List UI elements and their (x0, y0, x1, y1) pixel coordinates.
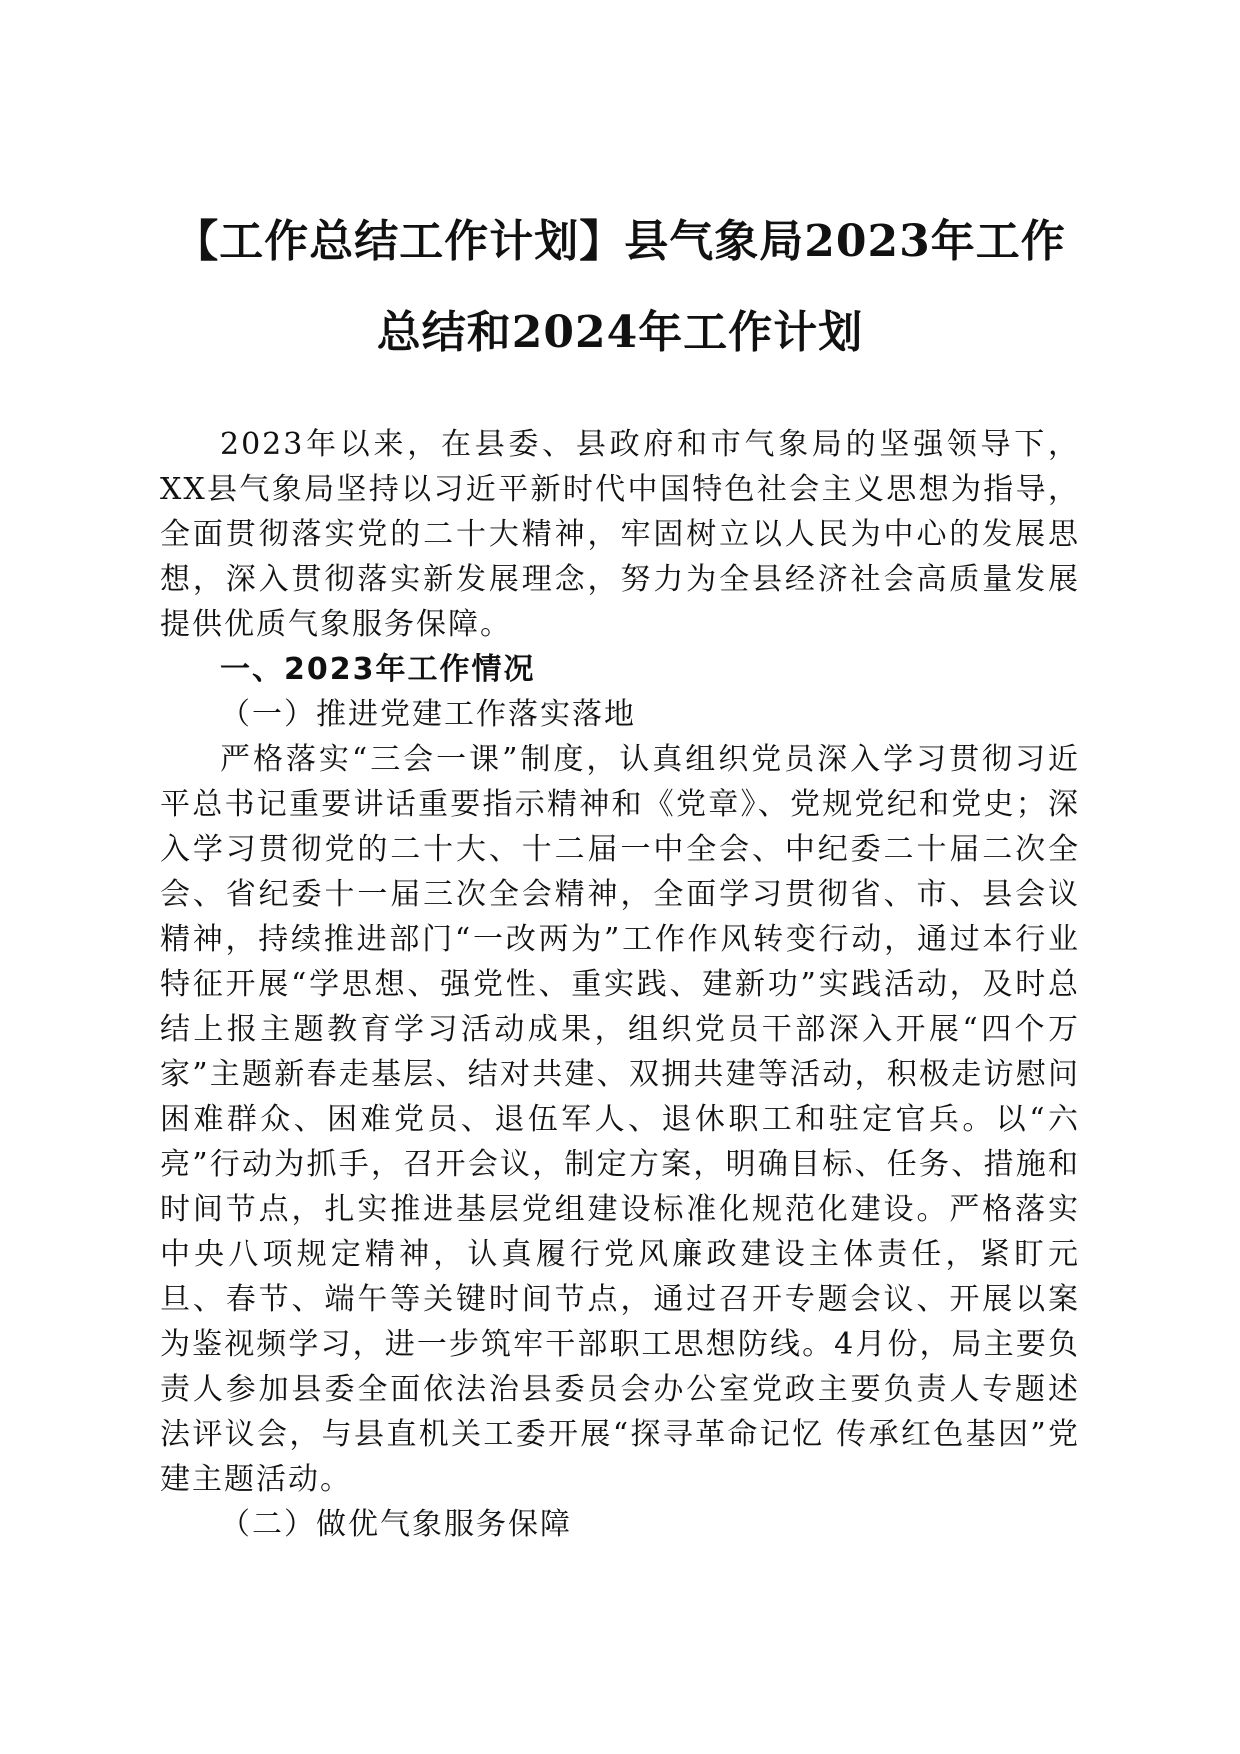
section-heading-work-status: 一、2023年工作情况 (220, 652, 536, 687)
subsection-heading-party-building: （一）推进党建工作落实落地 (220, 697, 636, 732)
document-title-line-2: 总结和2024年工作计划 (376, 307, 864, 358)
subsection-heading-weather-service: （二）做优气象服务保障 (220, 1507, 572, 1542)
document-title-line-1: 【工作总结工作计划】县气象局2023年工作 (174, 216, 1066, 267)
document-body (160, 422, 1080, 1547)
intro-paragraph: 2023年以来，在县委、县政府和市气象局的坚强领导下，XX县气象局坚持以习近平新时代中国特色社会主义思想为指导，全面贯彻落实党的二十大精神，牢固树立以人民为中心的发展思想，深入贯彻落实新发展理念，努力为全县经济社会高质量发展提供优质气象服务保障。 (160, 427, 1080, 642)
party-building-paragraph: 严格落实“三会一课”制度，认真组织党员深入学习贯彻习近平总书记重要讲话重要指示精神和《党章》、党规党纪和党史；深入学习贯彻党的二十大、十二届一中全会、中纪委二十届二次全会、省纪委十一届三次全会精神，全面学习贯彻省、市、县会议精神，持续推进部门“一改两为”工作作风转变行动，通过本行业特征开展“学思想、强党性、重实践、建新功”实践活动，及时总结上报主题教育学习活动成果，组织党员干部深入开展“四个万家”主题新春走基层、结对共建、双拥共建等活动，积极走访慰问困难群众、困难党员、退伍军人、退休职工和驻定官兵。以“六亮”行动为抓手，召开会议，制定方案，明确目标、任务、措施和时间节点，扎实推进基层党组建设标准化规范化建设。严格落实中央八项规定精神，认真履行党风廉政建设主体责任，紧盯元旦、春节、端午等关键时间节点，通过召开专题会议、开展以案为鉴视频学习，进一步筑牢干部职工思想防线。4月份，局主要负责人参加县委全面依法治县委员会办公室党政主要负责人专题述法评议会，与县直机关工委开展“探寻革命记忆 传承红色基因”党建主题活动。 (160, 742, 1080, 1497)
